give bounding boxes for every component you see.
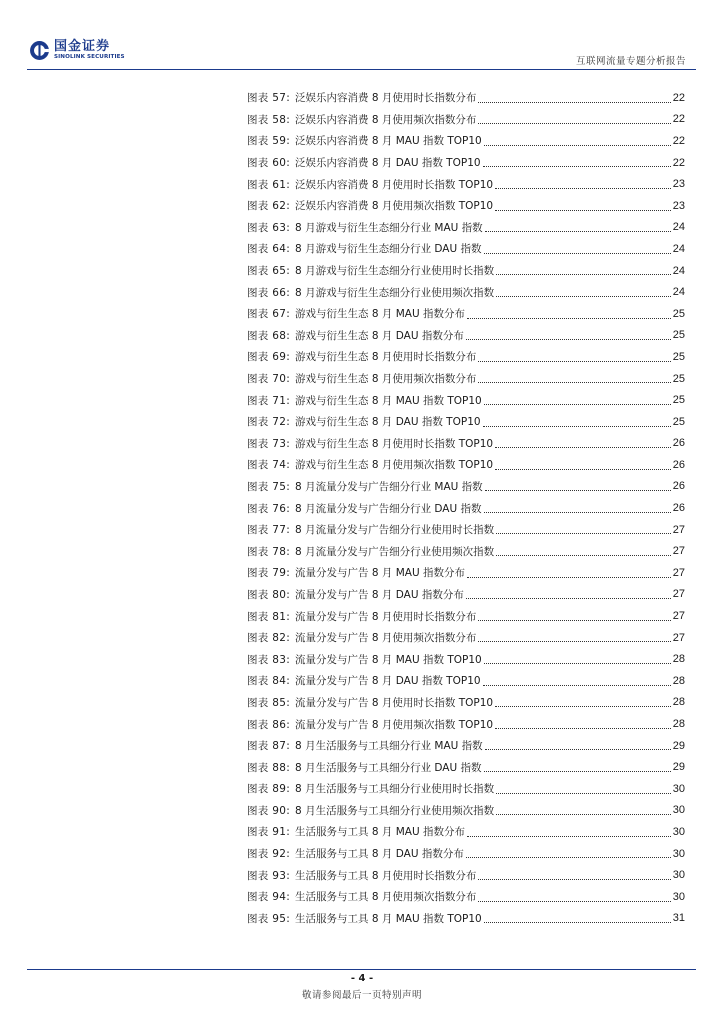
toc-entry[interactable] [247, 713, 685, 735]
toc-entry-page: 26 [672, 437, 685, 450]
toc-entry[interactable] [247, 562, 685, 584]
toc-entry-label: 图表 70: [247, 373, 291, 386]
toc-entry-page: 25 [672, 372, 685, 385]
toc-entry-title: 流量分发与广告 8 月 MAU 指数分布 [295, 567, 466, 580]
toc-dot-leader [484, 404, 671, 405]
toc-entry[interactable] [247, 325, 685, 347]
logo-cn-text: 国金证券 [54, 39, 111, 55]
toc-entry-label: 图表 57: [247, 92, 291, 105]
toc-entry-page: 24 [672, 221, 685, 234]
toc-entry-title: 生活服务与工具 8 月 MAU 指数 TOP10 [295, 912, 482, 925]
toc-entry-page: 30 [672, 890, 685, 903]
toc-entry-page: 26 [672, 480, 685, 493]
toc-entry-title: 游戏与衍生生态 8 月使用时长指数分布 [295, 351, 477, 364]
toc-entry-label: 图表 82: [247, 632, 291, 645]
toc-entry-label: 图表 79: [247, 567, 291, 580]
toc-entry[interactable] [247, 303, 685, 325]
toc-entry-label: 图表 76: [247, 502, 291, 515]
toc-dot-leader [496, 814, 671, 815]
toc-entry-label: 图表 80: [247, 588, 291, 601]
toc-entry-label: 图表 64: [247, 243, 291, 256]
toc-entry-title: 游戏与衍生生态 8 月 DAU 指数分布 [295, 329, 464, 342]
toc-dot-leader [495, 188, 671, 189]
footer-divider [27, 969, 696, 970]
toc-entry[interactable] [247, 627, 685, 649]
toc-entry-title: 游戏与衍生生态 8 月 MAU 指数分布 [295, 308, 466, 321]
toc-entry-label: 图表 61: [247, 178, 291, 191]
toc-entry-label: 图表 86: [247, 718, 291, 731]
toc-entry-label: 图表 84: [247, 675, 291, 688]
toc-entry[interactable] [247, 778, 685, 800]
toc-dot-leader [485, 231, 671, 232]
toc-entry-page: 24 [672, 286, 685, 299]
toc-entry-page: 28 [672, 674, 685, 687]
toc-dot-leader [478, 382, 670, 383]
toc-dot-leader [478, 620, 670, 621]
toc-dot-leader [483, 685, 671, 686]
toc-entry-title: 8 月流量分发与广告细分行业 MAU 指数 [295, 480, 483, 493]
toc-entry[interactable] [247, 411, 685, 433]
toc-entry-title: 生活服务与工具 8 月使用频次指数分布 [295, 891, 477, 904]
toc-entry-title: 泛娱乐内容消费 8 月使用频次指数分布 [295, 113, 477, 126]
toc-dot-leader [467, 836, 671, 837]
toc-entry[interactable] [247, 433, 685, 455]
toc-entry-title: 8 月生活服务与工具细分行业使用频次指数 [295, 804, 495, 817]
toc-entry-title: 8 月游戏与衍生生态细分行业 DAU 指数 [295, 243, 482, 256]
toc-entry-page: 24 [672, 242, 685, 255]
toc-entry-label: 图表 78: [247, 545, 291, 558]
toc-entry[interactable] [247, 735, 685, 757]
toc-dot-leader [478, 901, 670, 902]
toc-dot-leader [478, 123, 670, 124]
toc-entry-title: 流量分发与广告 8 月使用时长指数 TOP10 [295, 696, 494, 709]
toc-entry-label: 图表 60: [247, 157, 291, 170]
sinolink-logo-icon [29, 40, 50, 61]
toc-entry-page: 26 [672, 502, 685, 515]
toc-entry-title: 流量分发与广告 8 月使用时长指数分布 [295, 610, 477, 623]
toc-dot-leader [478, 361, 670, 362]
toc-dot-leader [484, 512, 671, 513]
toc-entry-page: 30 [672, 825, 685, 838]
toc-entry-page: 25 [672, 307, 685, 320]
company-logo [29, 40, 125, 61]
toc-dot-leader [495, 728, 671, 729]
toc-dot-leader [496, 793, 671, 794]
toc-entry-label: 图表 85: [247, 696, 291, 709]
toc-entry-label: 图表 89: [247, 783, 291, 796]
toc-dot-leader [484, 771, 671, 772]
toc-dot-leader [485, 749, 671, 750]
toc-entry-title: 游戏与衍生生态 8 月使用时长指数 TOP10 [295, 437, 494, 450]
toc-entry[interactable] [247, 756, 685, 778]
toc-entry-label: 图表 59: [247, 135, 291, 148]
toc-entry-title: 游戏与衍生生态 8 月 DAU 指数 TOP10 [295, 416, 481, 429]
toc-entry-page: 30 [672, 782, 685, 795]
toc-entry-label: 图表 91: [247, 826, 291, 839]
toc-entry-page: 27 [672, 588, 685, 601]
toc-entry[interactable] [247, 281, 685, 303]
toc-entry[interactable] [247, 821, 685, 843]
toc-entry[interactable] [247, 843, 685, 865]
toc-entry-label: 图表 93: [247, 869, 291, 882]
toc-entry-title: 游戏与衍生生态 8 月使用频次指数 TOP10 [295, 459, 494, 472]
toc-entry-page: 30 [672, 847, 685, 860]
toc-entry[interactable] [247, 238, 685, 260]
toc-entry[interactable] [247, 173, 685, 195]
page-number: - 4 - [350, 973, 374, 984]
toc-entry-page: 25 [672, 394, 685, 407]
toc-entry-title: 流量分发与广告 8 月使用频次指数 TOP10 [295, 718, 494, 731]
toc-dot-leader [478, 879, 670, 880]
toc-entry-label: 图表 94: [247, 891, 291, 904]
toc-entry-label: 图表 58: [247, 113, 291, 126]
toc-entry[interactable] [247, 195, 685, 217]
toc-entry[interactable] [247, 389, 685, 411]
toc-dot-leader [496, 533, 671, 534]
toc-entry-label: 图表 68: [247, 329, 291, 342]
toc-entry-label: 图表 66: [247, 286, 291, 299]
toc-entry-label: 图表 71: [247, 394, 291, 407]
toc-dot-leader [495, 210, 671, 211]
toc-entry[interactable] [247, 346, 685, 368]
toc-entry[interactable] [247, 800, 685, 822]
toc-entry[interactable] [247, 497, 685, 519]
toc-entry-label: 图表 74: [247, 459, 291, 472]
toc-entry[interactable] [247, 454, 685, 476]
toc-entry-title: 生活服务与工具 8 月使用时长指数分布 [295, 869, 477, 882]
toc-entry-page: 31 [672, 912, 685, 925]
toc-entry-page: 23 [672, 199, 685, 212]
toc-dot-leader [467, 318, 671, 319]
toc-entry-label: 图表 69: [247, 351, 291, 364]
toc-dot-leader [485, 490, 671, 491]
toc-entry[interactable] [247, 130, 685, 152]
toc-entry-title: 8 月游戏与衍生生态细分行业 MAU 指数 [295, 221, 483, 234]
toc-entry-title: 生活服务与工具 8 月 DAU 指数分布 [295, 848, 464, 861]
toc-entry-title: 游戏与衍生生态 8 月 MAU 指数 TOP10 [295, 394, 482, 407]
toc-entry-title: 8 月流量分发与广告细分行业使用频次指数 [295, 545, 495, 558]
toc-entry[interactable] [247, 217, 685, 239]
toc-entry[interactable] [247, 540, 685, 562]
toc-entry-page: 27 [672, 610, 685, 623]
toc-dot-leader [466, 339, 671, 340]
toc-entry-title: 8 月生活服务与工具细分行业 DAU 指数 [295, 761, 482, 774]
toc-entry-page: 22 [672, 134, 685, 147]
toc-entry-label: 图表 65: [247, 265, 291, 278]
toc-entry[interactable] [247, 476, 685, 498]
toc-entry-page: 30 [672, 804, 685, 817]
toc-dot-leader [484, 145, 671, 146]
toc-entry-page: 28 [672, 718, 685, 731]
toc-entry-label: 图表 62: [247, 200, 291, 213]
toc-dot-leader [484, 253, 671, 254]
toc-entry[interactable] [247, 519, 685, 541]
toc-entry-title: 8 月游戏与衍生生态细分行业使用频次指数 [295, 286, 495, 299]
toc-entry-page: 27 [672, 631, 685, 644]
toc-dot-leader [496, 555, 671, 556]
toc-dot-leader [495, 447, 671, 448]
toc-dot-leader [484, 922, 671, 923]
toc-entry-label: 图表 72: [247, 416, 291, 429]
toc-dot-leader [478, 641, 670, 642]
toc-dot-leader [467, 577, 671, 578]
toc-entry-page: 22 [672, 156, 685, 169]
toc-dot-leader [484, 663, 671, 664]
toc-entry-label: 图表 63: [247, 221, 291, 234]
toc-entry-label: 图表 87: [247, 740, 291, 753]
logo-en-text: SINOLINK SECURITIES [54, 54, 125, 61]
toc-entry-page: 25 [672, 350, 685, 363]
toc-entry-title: 流量分发与广告 8 月 DAU 指数 TOP10 [295, 675, 481, 688]
toc-entry-page: 27 [672, 545, 685, 558]
toc-entry[interactable] [247, 368, 685, 390]
toc-entry-page: 24 [672, 264, 685, 277]
disclaimer-text: 敬请参阅最后一页特别声明 [301, 990, 422, 1001]
toc-entry[interactable] [247, 692, 685, 714]
toc-entry[interactable] [247, 152, 685, 174]
toc-entry-title: 泛娱乐内容消费 8 月使用时长指数 TOP10 [295, 178, 494, 191]
toc-entry[interactable] [247, 670, 685, 692]
toc-entry[interactable] [247, 886, 685, 908]
toc-entry[interactable] [247, 605, 685, 627]
toc-entry-title: 泛娱乐内容消费 8 月 MAU 指数 TOP10 [295, 135, 482, 148]
toc-entry-page: 28 [672, 696, 685, 709]
toc-entry[interactable] [247, 260, 685, 282]
toc-entry-page: 22 [672, 113, 685, 126]
toc-entry-label: 图表 75: [247, 480, 291, 493]
report-title: 互联网流量专题分析报告 [575, 56, 686, 67]
toc-entry-page: 25 [672, 329, 685, 342]
toc-entry[interactable] [247, 908, 685, 930]
toc-entry-page: 23 [672, 178, 685, 191]
toc-entry-title: 8 月生活服务与工具细分行业 MAU 指数 [295, 740, 483, 753]
toc-entry-title: 泛娱乐内容消费 8 月 DAU 指数 TOP10 [295, 157, 481, 170]
toc-entry[interactable] [247, 584, 685, 606]
toc-entry-label: 图表 67: [247, 308, 291, 321]
toc-entry-title: 泛娱乐内容消费 8 月使用时长指数分布 [295, 92, 477, 105]
toc-entry-page: 28 [672, 653, 685, 666]
page-header [0, 0, 724, 70]
toc-entry-title: 生活服务与工具 8 月 MAU 指数分布 [295, 826, 466, 839]
toc-dot-leader [478, 102, 670, 103]
toc-entry-label: 图表 73: [247, 437, 291, 450]
toc-entry-page: 29 [672, 761, 685, 774]
toc-entry-title: 游戏与衍生生态 8 月使用频次指数分布 [295, 373, 477, 386]
toc-entry-page: 25 [672, 415, 685, 428]
toc-dot-leader [483, 166, 671, 167]
toc-entry-title: 8 月流量分发与广告细分行业使用时长指数 [295, 524, 495, 537]
toc-dot-leader [483, 426, 671, 427]
toc-entry-title: 流量分发与广告 8 月使用频次指数分布 [295, 632, 477, 645]
toc-entry-title: 流量分发与广告 8 月 DAU 指数分布 [295, 588, 464, 601]
toc-entry-title: 8 月游戏与衍生生态细分行业使用时长指数 [295, 265, 495, 278]
toc-entry-label: 图表 81: [247, 610, 291, 623]
toc-entry-page: 27 [672, 523, 685, 536]
toc-entry-label: 图表 83: [247, 653, 291, 666]
toc-entry-title: 流量分发与广告 8 月 MAU 指数 TOP10 [295, 653, 482, 666]
toc-entry-title: 8 月生活服务与工具细分行业使用时长指数 [295, 783, 495, 796]
toc-entry-page: 29 [672, 739, 685, 752]
toc-entry-label: 图表 77: [247, 524, 291, 537]
toc-entry-page: 22 [672, 91, 685, 104]
toc-dot-leader [466, 598, 671, 599]
toc-entry-page: 30 [672, 869, 685, 882]
toc-entry[interactable] [247, 864, 685, 886]
toc-entry-title: 8 月流量分发与广告细分行业 DAU 指数 [295, 502, 482, 515]
toc-entry-page: 26 [672, 458, 685, 471]
header-divider [27, 69, 696, 70]
toc-dot-leader [466, 857, 671, 858]
toc-dot-leader [495, 469, 671, 470]
toc-entry-label: 图表 90: [247, 804, 291, 817]
toc-dot-leader [495, 706, 671, 707]
toc-entry-page: 27 [672, 566, 685, 579]
toc-entry-label: 图表 95: [247, 912, 291, 925]
toc-entry[interactable] [247, 109, 685, 131]
toc-entry-label: 图表 88: [247, 761, 291, 774]
toc-entry-title: 泛娱乐内容消费 8 月使用频次指数 TOP10 [295, 200, 494, 213]
toc-dot-leader [496, 274, 671, 275]
toc-dot-leader [496, 296, 671, 297]
figure-list [247, 87, 685, 929]
toc-entry[interactable] [247, 87, 685, 109]
toc-entry-label: 图表 92: [247, 848, 291, 861]
toc-entry[interactable] [247, 648, 685, 670]
